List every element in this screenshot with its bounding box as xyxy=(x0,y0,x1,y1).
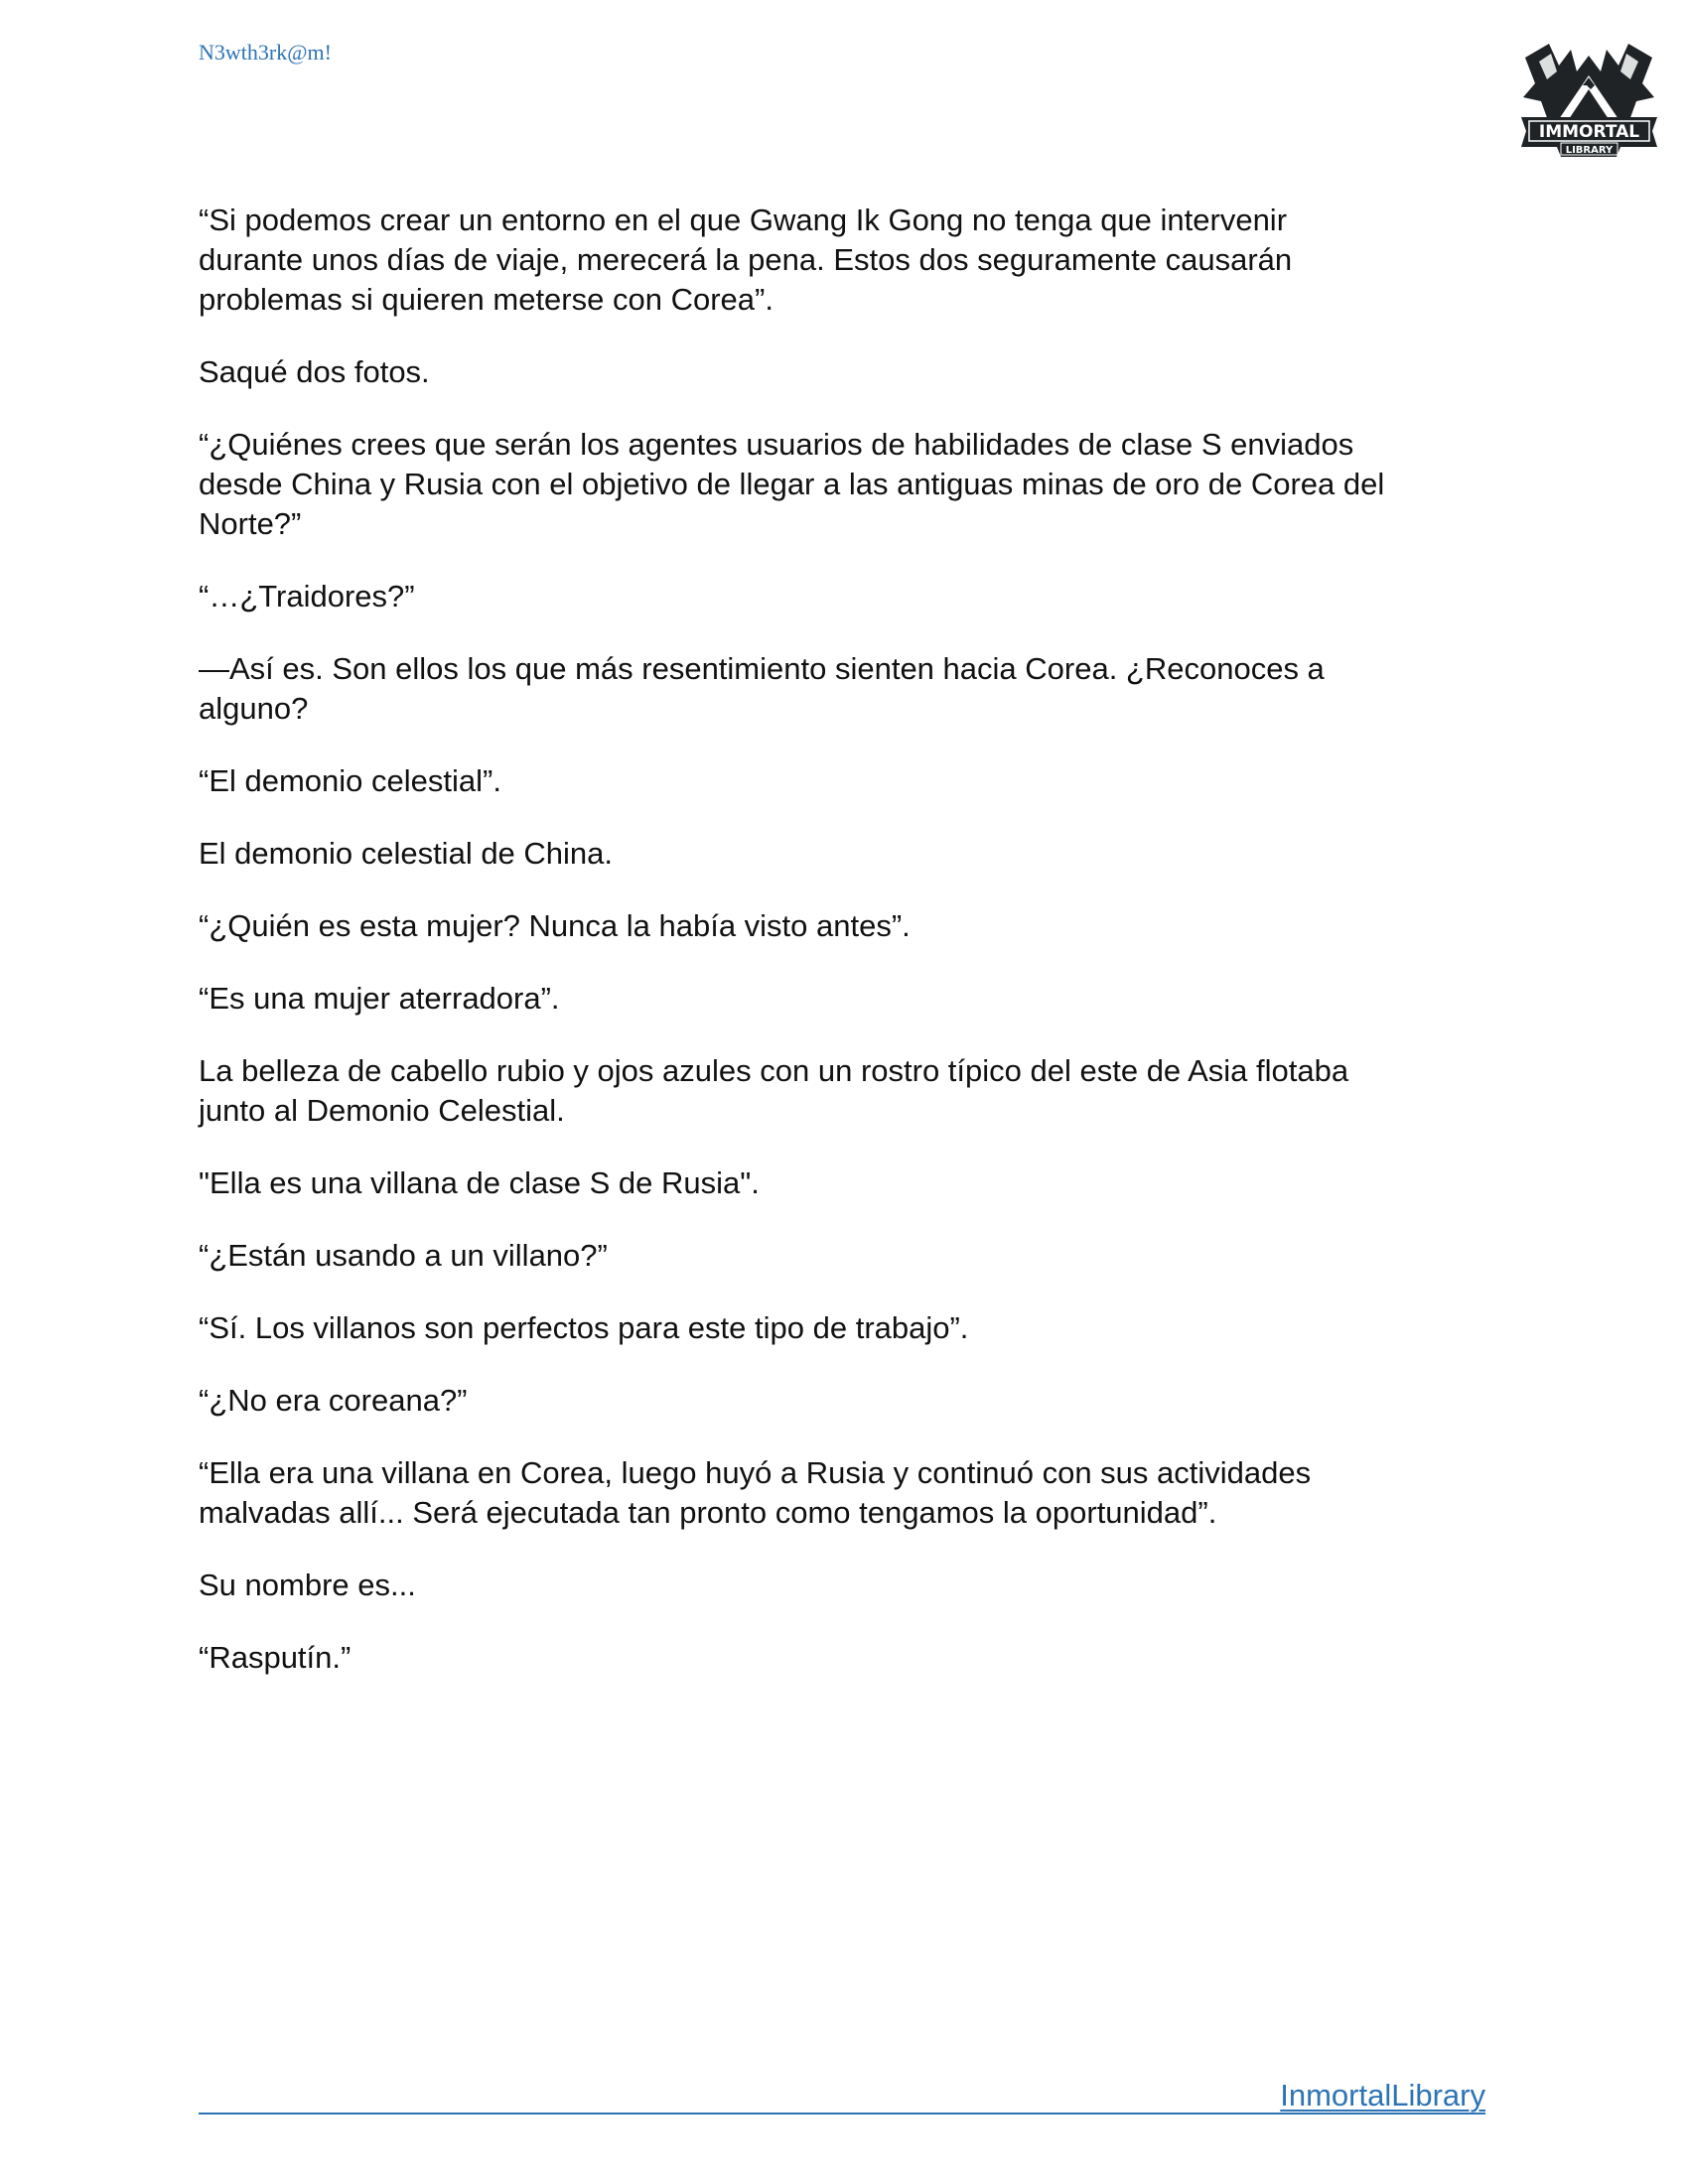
paragraph: El demonio celestial de China. xyxy=(199,836,614,871)
paragraph: “El demonio celestial”. xyxy=(199,763,501,798)
paragraph: "Ella es una villana de clase S de Rusia". xyxy=(199,1165,760,1200)
paragraph: “¿Están usando a un villano?” xyxy=(199,1238,608,1273)
paragraph: “¿Quiénes crees que serán los agentes usuarios de habilidades de clase S enviados desde China y Rusia con el objetivo de llegar a las antiguas minas de oro de Corea del Norte?” xyxy=(199,427,1385,541)
header-tag: N3wth3rk@m! xyxy=(199,40,332,65)
paragraph: “Rasputín.” xyxy=(199,1640,352,1675)
logo-line1: IMMORTAL xyxy=(1538,122,1640,142)
paragraph: “¿No era coreana?” xyxy=(199,1383,468,1418)
immortal-library-logo xyxy=(1517,36,1661,165)
paragraph: “Sí. Los villanos son perfectos para este tipo de trabajo”. xyxy=(199,1310,969,1345)
paragraph: Su nombre es... xyxy=(199,1568,416,1602)
page-body xyxy=(199,201,1489,1710)
paragraph: La belleza de cabello rubio y ojos azules con un rostro típico del este de Asia flotaba junto al Demonio Celestial. xyxy=(199,1053,1349,1128)
paragraph: “¿Quién es esta mujer? Nunca la había visto antes”. xyxy=(199,908,911,943)
paragraph: “Si podemos crear un entorno en el que Gwang Ik Gong no tenga que intervenir durante unos días de viaje, merecerá la pena. Estos dos seguramente causarán problemas si quieren meterse con Corea”. xyxy=(199,203,1293,317)
logo-line2: LIBRARY xyxy=(1565,145,1614,156)
paragraph: “Ella era una villana en Corea, luego huyó a Rusia y continuó con sus actividades malvadas allí... Será ejecutada tan pronto como tengamos la oportunidad”. xyxy=(199,1455,1312,1530)
paragraph: “…¿Traidores?” xyxy=(199,579,415,614)
paragraph: Saqué dos fotos. xyxy=(199,354,430,389)
footer-link[interactable]: InmortalLibrary xyxy=(1280,2078,1485,2113)
dragon-castle-emblem-icon xyxy=(1517,36,1661,165)
paragraph: “Es una mujer aterradora”. xyxy=(199,981,560,1016)
paragraph: —Así es. Son ellos los que más resentimiento sienten hacia Corea. ¿Reconoces a alguno? xyxy=(199,651,1325,726)
